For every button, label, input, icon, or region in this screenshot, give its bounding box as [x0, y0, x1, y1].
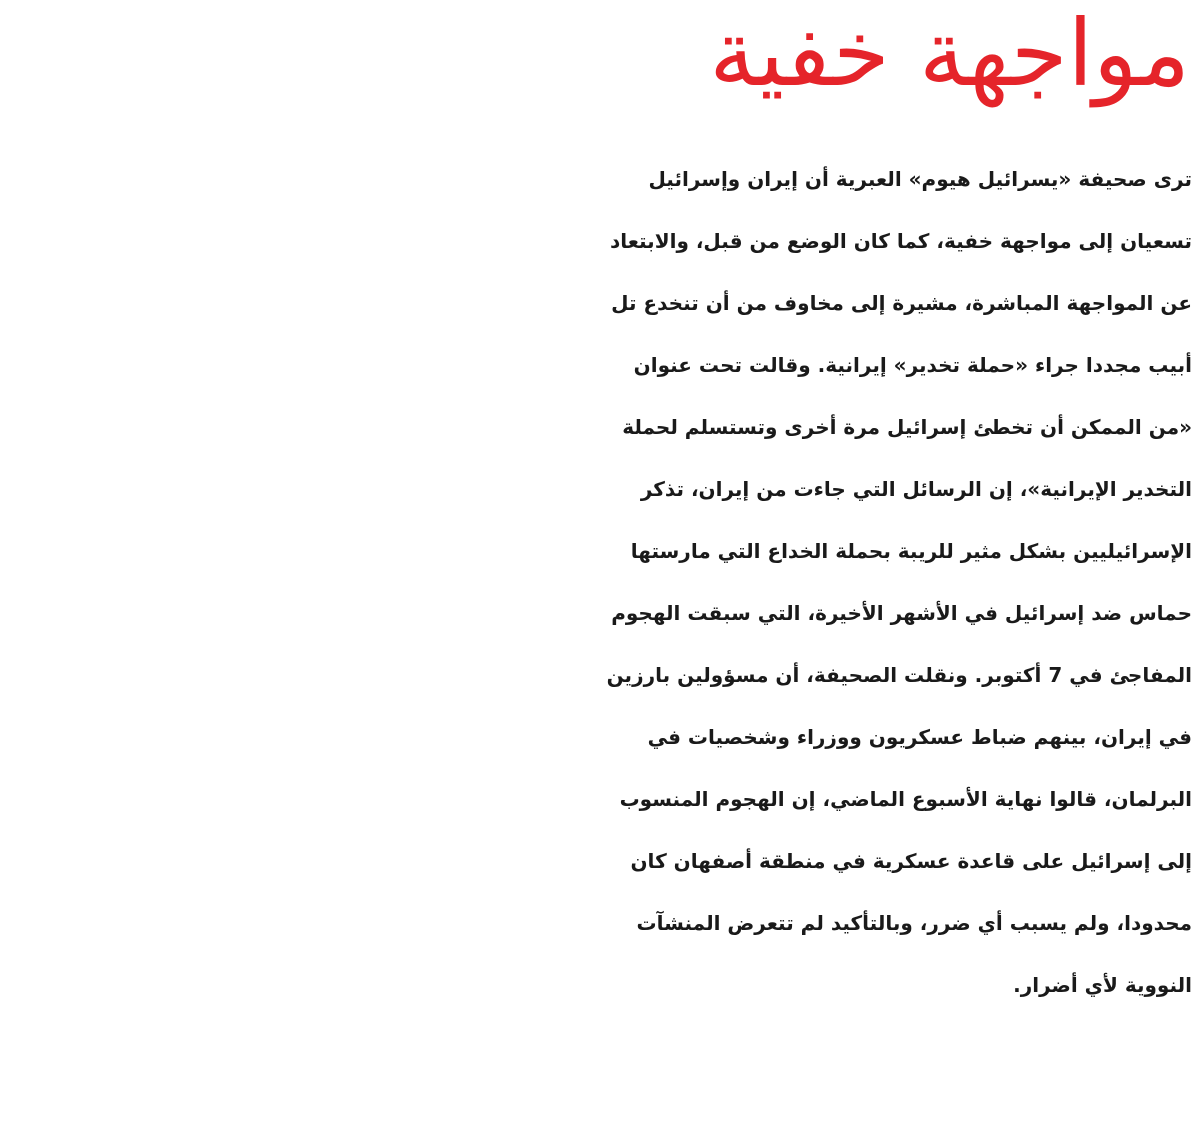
body-line: النووية لأي أضرار.	[1013, 973, 1192, 997]
body-line: في إيران، بينهم ضباط عسكريون ووزراء وشخصيات في	[647, 725, 1192, 749]
body-line: إلى إسرائيل على قاعدة عسكرية في منطقة أصفهان كان	[630, 849, 1192, 873]
body-line: محدودا، ولم يسبب أي ضرر، وبالتأكيد لم تتعرض المنشآت	[636, 911, 1192, 935]
body-line: التخدير الإيرانية»، إن الرسائل التي جاءت من إيران، تذكر	[640, 477, 1192, 501]
body-line: تسعيان إلى مواجهة خفية، كما كان الوضع من قبل، والابتعاد	[609, 229, 1192, 253]
body-line: ترى صحيفة «يسرائيل هيوم» العبرية أن إيران وإسرائيل	[648, 167, 1192, 191]
body-line: حماس ضد إسرائيل في الأشهر الأخيرة، التي سبقت الهجوم	[611, 601, 1192, 625]
body-line: «من الممكن أن تخطئ إسرائيل مرة أخرى وتستسلم لحملة	[622, 415, 1192, 439]
body-line: الإسرائيليين بشكل مثير للريبة بحملة الخداع التي مارستها	[630, 539, 1192, 563]
body-line: أبيب مجددا جراء «حملة تخدير» إيرانية. وقالت تحت عنوان	[633, 353, 1192, 377]
body-line: المفاجئ في 7 أكتوبر. ونقلت الصحيفة، أن مسؤولين بارزين	[606, 663, 1192, 687]
body-line: البرلمان، قالوا نهاية الأسبوع الماضي، إن الهجوم المنسوب	[619, 787, 1192, 811]
article-body	[0, 148, 1192, 1016]
body-line: عن المواجهة المباشرة، مشيرة إلى مخاوف من أن تنخدع تل	[611, 291, 1192, 315]
headline: مواجهة خفية	[709, 0, 1190, 107]
